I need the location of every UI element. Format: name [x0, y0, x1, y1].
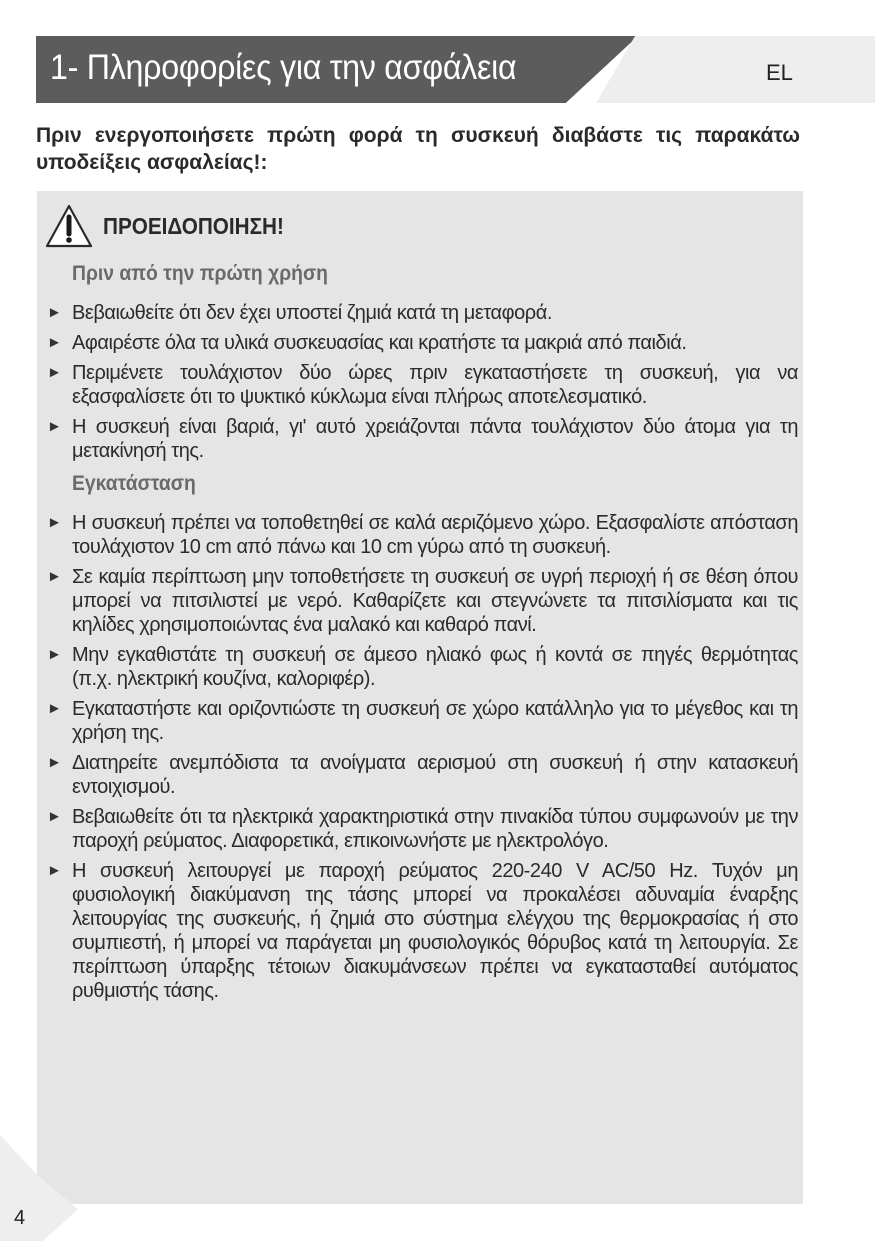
- list-item-text: Μην εγκαθιστάτε τη συσκευή σε άμεσο ηλιακό φως ή κοντά σε πηγές θερμότητας (π.χ. ηλεκτρική κουζίνα, καλοριφέρ).: [72, 644, 798, 690]
- first-use-list: [44, 301, 798, 469]
- bullet-arrow-icon: ►: [47, 418, 62, 435]
- bullet-arrow-icon: ►: [47, 364, 62, 381]
- list-item: [44, 565, 798, 637]
- bullet-arrow-icon: ►: [47, 568, 62, 585]
- list-item-text: Η συσκευή πρέπει να τοποθετηθεί σε καλά αεριζόμενο χώρο. Εξασφαλίστε απόσταση τουλάχιστον 10 cm από πάνω και 10 cm γύρω από τη συσκευή.: [72, 512, 798, 558]
- list-item: [44, 697, 798, 745]
- list-item: [44, 331, 798, 355]
- list-item-text: Βεβαιωθείτε ότι δεν έχει υποστεί ζημιά κατά τη μεταφορά.: [72, 302, 552, 324]
- list-item-text: Αφαιρέστε όλα τα υλικά συσκευασίας και κρατήστε τα μακριά από παιδιά.: [72, 332, 687, 354]
- page-number: 4: [14, 1207, 26, 1229]
- list-item: [44, 643, 798, 691]
- bullet-arrow-icon: ►: [47, 862, 62, 879]
- bullet-arrow-icon: ►: [47, 514, 62, 531]
- intro-text: Πριν ενεργοποιήσετε πρώτη φορά τη συσκευή διαβάστε τις παρακάτω υποδείξεις ασφαλείας!:: [36, 124, 800, 174]
- bullet-arrow-icon: ►: [47, 700, 62, 717]
- list-item-text: Η συσκευή λειτουργεί με παροχή ρεύματος 220-240 V AC/50 Hz. Τυχόν μη φυσιολογική διακύμανση της τάσης μπορεί να προκαλέσει αδυναμία έναρξης λειτουργίας της συσκευής, ή ζημιά στο σύστημα ελέγχου της θερμοκρασίας ή στο συμπιεστή, ή μπορεί να παράγεται μη φυσιολογικός θόρυβος κατά τη λειτουργία. Σε περίπτωση ύπαρξης τέτοιων διακυμάνσεων πρέπει να εγκατασταθεί αυτόματος ρυθμιστής τάσης.: [72, 860, 798, 1002]
- list-item: [44, 415, 798, 463]
- warning-triangle-icon: [44, 203, 94, 249]
- section-title-first-use: Πριν από την πρώτη χρήση: [72, 262, 328, 285]
- bullet-arrow-icon: ►: [47, 754, 62, 771]
- bullet-arrow-icon: ►: [47, 808, 62, 825]
- list-item-text: Εγκαταστήστε και οριζοντιώστε τη συσκευή σε χώρο κατάλληλο για το μέγεθος και τη χρήση της.: [72, 698, 798, 744]
- list-item: [44, 511, 798, 559]
- list-item-text: Βεβαιωθείτε ότι τα ηλεκτρικά χαρακτηριστικά στην πινακίδα τύπου συμφωνούν με την παροχή ρεύματος. Διαφορετικά, επικοινωνήστε με ηλεκτρολόγο.: [72, 806, 798, 852]
- list-item: [44, 751, 798, 799]
- list-item-text: Σε καμία περίπτωση μην τοποθετήσετε τη συσκευή σε υγρή περιοχή ή σε θέση όπου μπορεί να πιτσιλιστεί με νερό. Καθαρίζετε και στεγνώνετε τα πιτσιλίσματα και τις κηλίδες χρησιμοποιώντας ένα μαλακό και καθαρό πανί.: [72, 566, 798, 636]
- list-item-text: Διατηρείτε ανεμπόδιστα τα ανοίγματα αερισμού στη συσκευή ή στην κατασκευή εντοιχισμού.: [72, 752, 798, 798]
- bullet-arrow-icon: ►: [47, 304, 62, 321]
- page-title: 1- Πληροφορίες για την ασφάλεια: [50, 48, 517, 87]
- language-code: EL: [766, 60, 793, 85]
- list-item: [44, 361, 798, 409]
- bullet-arrow-icon: ►: [47, 334, 62, 351]
- list-item: [44, 301, 798, 325]
- installation-list: [44, 511, 798, 1009]
- list-item-text: Περιμένετε τουλάχιστον δύο ώρες πριν εγκαταστήσετε τη συσκευή, για να εξασφαλίσετε ότι το ψυκτικό κύκλωμα είναι πλήρως αποτελεσματικό.: [72, 362, 798, 408]
- warning-title: ΠΡΟΕΙΔΟΠΟΙΗΣΗ!: [103, 213, 284, 239]
- list-item-text: Η συσκευή είναι βαριά, γι' αυτό χρειάζονται πάντα τουλάχιστον δύο άτομα για τη μετακίνησή της.: [72, 416, 798, 462]
- section-title-installation: Εγκατάσταση: [72, 472, 196, 495]
- list-item: [44, 859, 798, 1003]
- bullet-arrow-icon: ►: [47, 646, 62, 663]
- language-tab: [596, 36, 875, 103]
- list-item: [44, 805, 798, 853]
